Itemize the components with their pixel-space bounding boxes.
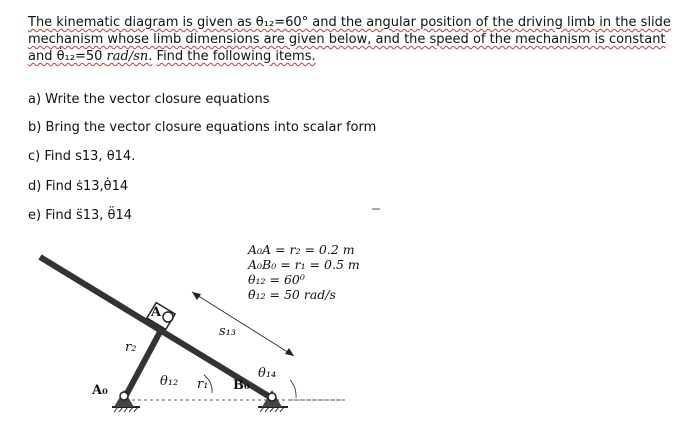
- s13-arrow: [192, 292, 294, 356]
- given-r1: A₀B₀ = r₁ = 0.5 m: [248, 257, 360, 272]
- theta14-arc: [290, 380, 296, 398]
- joint-b0: [268, 393, 276, 401]
- given-r2: A₀A = r₂ = 0.2 m: [248, 242, 355, 257]
- question-c: c) Find s13, θ14.: [28, 149, 136, 164]
- s13-arrowhead-a: [192, 292, 201, 300]
- s13-arrowhead-b: [285, 348, 294, 356]
- question-a: a) Write the vector closure equations: [28, 92, 270, 107]
- ground-hatch-b0: [258, 407, 288, 412]
- label-a: A: [151, 305, 162, 320]
- label-r2: r₂: [125, 340, 137, 355]
- label-b0: B₀: [233, 378, 250, 393]
- joint-a: [163, 312, 173, 322]
- question-e: e) Find s̈13, θ̈14: [28, 208, 133, 223]
- label-a0: A₀: [92, 383, 108, 398]
- label-theta12: θ₁₂: [160, 374, 179, 389]
- label-s13: s₁₃: [219, 324, 237, 339]
- label-r1: r₁: [197, 377, 209, 392]
- question-d: d) Find ṡ13,θ̇14: [28, 179, 129, 194]
- problem-line-2: mechanism whose limb dimensions are given below, and the speed of the mechanism is constant: [28, 32, 666, 47]
- question-b: b) Bring the vector closure equations into scalar form: [28, 120, 377, 135]
- given-theta12: θ₁₂ = 60⁰: [248, 272, 305, 287]
- ground-hatch-a0: [112, 407, 140, 412]
- problem-line-3: and θ̇₁₂=50 rad/sn. Find the following items.: [28, 49, 316, 64]
- joint-a0: [120, 392, 128, 400]
- problem-line-1: The kinematic diagram is given as θ₁₂=60° and the angular position of the driving limb in the slide: [28, 15, 671, 30]
- given-omega12: θ̇₁₂ = 50 rad/s: [248, 287, 336, 302]
- label-theta14: θ₁₄: [258, 366, 277, 381]
